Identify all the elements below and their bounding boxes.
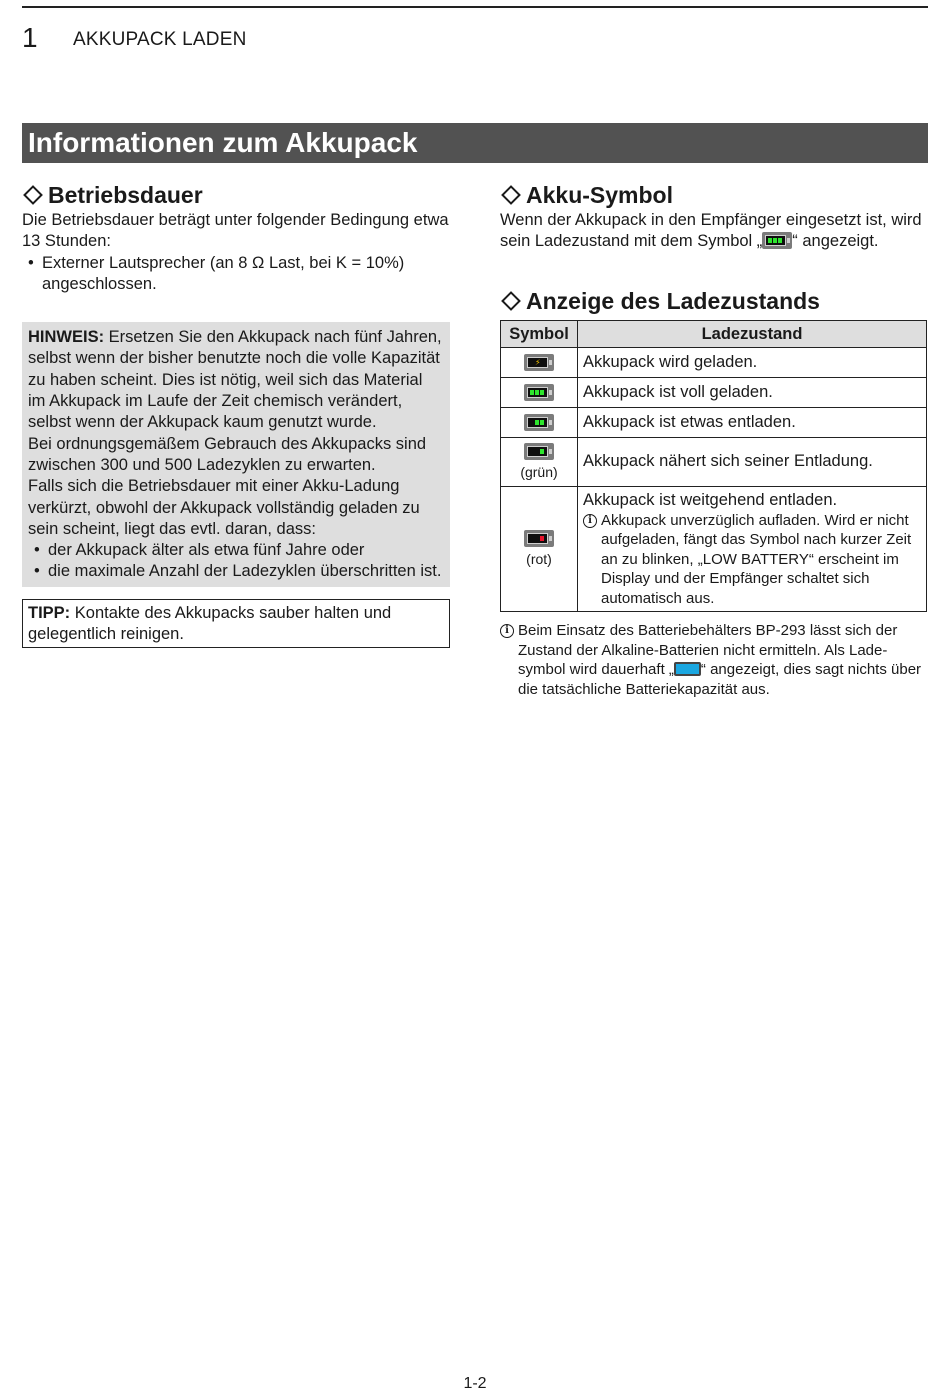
ladezustand-heading: Anzeige des Ladezustands <box>500 286 928 316</box>
betriebsdauer-heading: Betriebsdauer <box>22 180 450 210</box>
hinweis-text: Ersetzen Sie den Akkupack nach fünf Jahren, selbst wenn der bisher benutzte noch die volle Kapazität zu haben scheint. Dies ist nötig, weil sich das Material im Akkupack im Laufe der Zeit chemisch verändert, selbst wenn der Akkupack kaum genutzt wurde. <box>28 328 442 432</box>
right-column <box>500 180 928 699</box>
section-banner: Informationen zum Akkupack <box>22 123 928 163</box>
table-row: Akkupack ist voll geladen. <box>501 377 927 407</box>
tipp-box <box>22 599 450 649</box>
diamond-icon <box>501 291 521 311</box>
list-item: • die maximale Anzahl der Ladezyklen überschritten ist. <box>34 562 442 581</box>
state-text: Akkupack ist weitgehend entladen. <box>583 490 838 509</box>
list-item: • Externer Lautsprecher (an 8 Ω Last, bei K = 10%) angeschlossen. <box>28 253 405 293</box>
diamond-icon <box>501 185 521 205</box>
diamond-icon <box>23 185 43 205</box>
tipp-text: Kontakte des Akkupacks sauber halten und gelegentlich reinigen. <box>28 603 392 644</box>
tipp-label: TIPP: <box>28 603 71 622</box>
info-icon: i <box>583 514 597 528</box>
left-column <box>22 180 450 648</box>
akku-symbol-heading: Akku-Symbol <box>500 180 928 210</box>
hinweis-text-3: Falls sich die Betriebsdauer mit einer Akku-Ladung verkürzt, obwohl der Akkupack vollständig geladen zu sein scheint, liegt das evtl. daran, dass: <box>28 477 420 538</box>
page-number: 1-2 <box>463 1375 487 1392</box>
column-header-symbol: Symbol <box>501 320 578 347</box>
betriebsdauer-text: Die Betriebsdauer beträgt unter folgender Bedingung etwa 13 Stunden: <box>22 211 449 251</box>
chapter-number: 1 <box>22 22 38 53</box>
akku-symbol-text: Wenn der Akkupack in den Empfänger eingesetzt ist, wird sein Ladezustand mit dem Symbol „ “ angezeigt. <box>500 211 922 251</box>
battery-blue-icon <box>674 662 701 676</box>
column-header-state: Ladezustand <box>578 320 927 347</box>
table-header-row <box>501 320 927 347</box>
info-icon: i <box>500 624 514 638</box>
symbol-caption: (grün) <box>520 464 558 481</box>
chapter-title: AKKUPACK LADEN <box>73 29 247 50</box>
ladezustand-table <box>500 320 927 613</box>
battery-low-green-icon <box>524 443 554 460</box>
battery-full-icon <box>762 232 792 249</box>
battery-charging-icon: ⚡ <box>524 354 554 371</box>
hinweis-list <box>28 540 444 583</box>
low-battery-note: i Akkupack unverzüglich aufladen. Wird er nicht aufgeladen, fängt das Symbol nach kurzer Zeit an zu blinken, „LOW BATTERY“ erscheint im Display und der Empfänger schaltet sich automatisch aus. <box>583 511 921 609</box>
hinweis-box <box>22 322 450 587</box>
betriebsdauer-list <box>22 253 450 296</box>
header-rule <box>22 6 928 8</box>
battery-full-icon <box>524 384 554 401</box>
hinweis-label: HINWEIS: <box>28 328 105 347</box>
hinweis-text-2: Bei ordnungsgemäßem Gebrauch des Akkupacks sind zwischen 300 und 500 Ladezyklen zu erwarten. <box>28 434 427 474</box>
bp293-note: i Beim Einsatz des Batteriebehälters BP-293 lässt sich der Zustand der Alkaline-Batterien nicht ermitteln. Als Ladesymbol wird dauerhaft „ “ angezeigt, dies sagt nichts über die tatsächliche Batteriekapazität aus. <box>500 621 928 699</box>
table-row: Akkupack ist etwas entladen. <box>501 407 927 437</box>
table-row: ⚡ Akkupack wird geladen. <box>501 347 927 377</box>
battery-low-red-icon <box>524 530 554 547</box>
list-item: • der Akkupack älter als etwa fünf Jahre oder <box>34 541 365 560</box>
table-row: (grün) Akkupack nähert sich seiner Entladung. <box>501 437 927 486</box>
battery-two-thirds-icon <box>524 414 554 431</box>
table-row <box>501 486 927 612</box>
symbol-caption: (rot) <box>526 551 552 568</box>
